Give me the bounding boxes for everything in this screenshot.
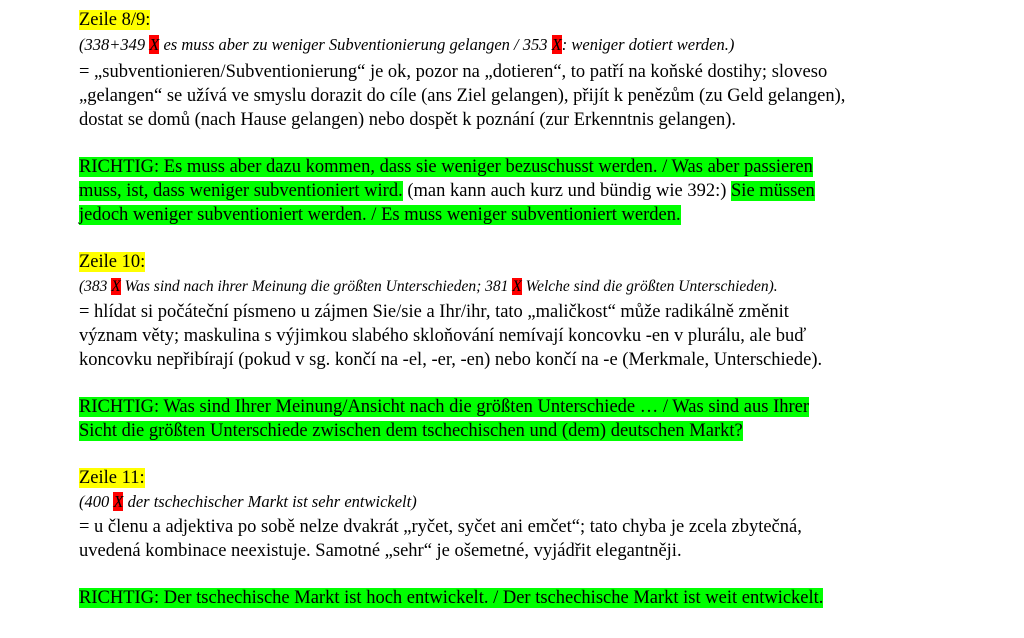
text-run: Sie müssen — [731, 181, 815, 201]
richtig-line — [79, 396, 809, 418]
section-quote — [79, 276, 778, 298]
section-quote — [79, 34, 734, 56]
comment-line: koncovku nepřibírají (pokud v sg. končí na -el, -er, -en) nebo končí na -e (Merkmale, Unterschiede). — [79, 350, 823, 370]
text-run: Was sind nach ihrer Meinung die größten Unterschieden; 381 — [120, 278, 513, 295]
text-run: Sicht die größten Unterschiede zwischen dem tschechischen und (dem) deutschen Markt? — [79, 421, 743, 441]
richtig-line — [79, 420, 743, 442]
text-run: RICHTIG: Was sind Ihrer Meinung/Ansicht nach die größten Unterschiede … / Was sind aus Ihrer — [79, 397, 810, 417]
x-marker: X — [111, 278, 121, 295]
x-marker: X — [512, 278, 522, 295]
comment-line: „gelangen“ se užívá ve smyslu dorazit do cíle (ans Ziel gelangen), přijít k penězům (zu Geld gelangen), — [79, 86, 846, 106]
text-run: (338+349 — [79, 35, 150, 54]
x-marker: X — [113, 492, 124, 511]
comment-line: uvedená kombinace neexistuje. Samotné „sehr“ je ošemetné, vyjádřit elegantněji. — [79, 541, 682, 561]
text-run: RICHTIG: Der tschechische Markt ist hoch entwickelt. / Der tschechische Markt ist weit entwickelt. — [79, 588, 824, 608]
text-run: (400 — [79, 492, 114, 511]
section-heading — [79, 9, 150, 31]
text-run: es muss aber zu weniger Subventionierung gelangen / 353 — [159, 35, 552, 54]
text-run: jedoch weniger subventioniert werden. / Es muss weniger subventioniert werden. — [79, 205, 681, 225]
text-run: Zeile 8/9: — [79, 10, 151, 30]
comment-line: = hlídat si počáteční písmeno u zájmen Sie/sie a Ihr/ihr, tato „maličkost“ může radikálně změnit — [79, 302, 789, 322]
text-run: RICHTIG: Es muss aber dazu kommen, dass sie weniger bezuschusst werden. / Was aber passieren — [79, 157, 813, 177]
text-run: der tschechischer Markt ist sehr entwickelt) — [123, 492, 417, 511]
richtig-line — [79, 180, 815, 202]
section-heading — [79, 467, 145, 489]
x-marker: X — [551, 35, 562, 54]
text-run: Zeile 11: — [79, 468, 145, 488]
comment-line: dostat se domů (nach Hause gelangen) nebo dospět k poznání (zur Erkenntnis gelangen). — [79, 110, 737, 130]
section-heading — [79, 251, 145, 273]
richtig-line — [79, 587, 823, 609]
text-run: (man kann auch kurz und bündig wie 392:) — [402, 181, 732, 201]
text-run: muss, ist, dass weniger subventioniert wird. — [79, 181, 403, 201]
text-run: Welche sind die größten Unterschieden). — [521, 278, 778, 295]
comment-line: = u členu a adjektiva po sobě nelze dvakrát „ryčet, syčet ani emčet“; tato chyba je zcela zbytečná, — [79, 517, 802, 537]
comment-line: = „subventionieren/Subventionierung“ je ok, pozor na „dotieren“, to patří na koňské dostihy; sloveso — [79, 62, 828, 82]
x-marker: X — [149, 35, 160, 54]
text-run: : weniger dotiert werden.) — [561, 35, 735, 54]
comment-line: význam věty; maskulina s výjimkou slabého skloňování nemívají koncovku -en v plurálu, ale buď — [79, 326, 807, 346]
text-run: (383 — [79, 278, 112, 295]
richtig-line — [79, 156, 813, 178]
text-run: Zeile 10: — [79, 252, 146, 272]
section-quote — [79, 491, 417, 513]
richtig-line — [79, 204, 681, 226]
